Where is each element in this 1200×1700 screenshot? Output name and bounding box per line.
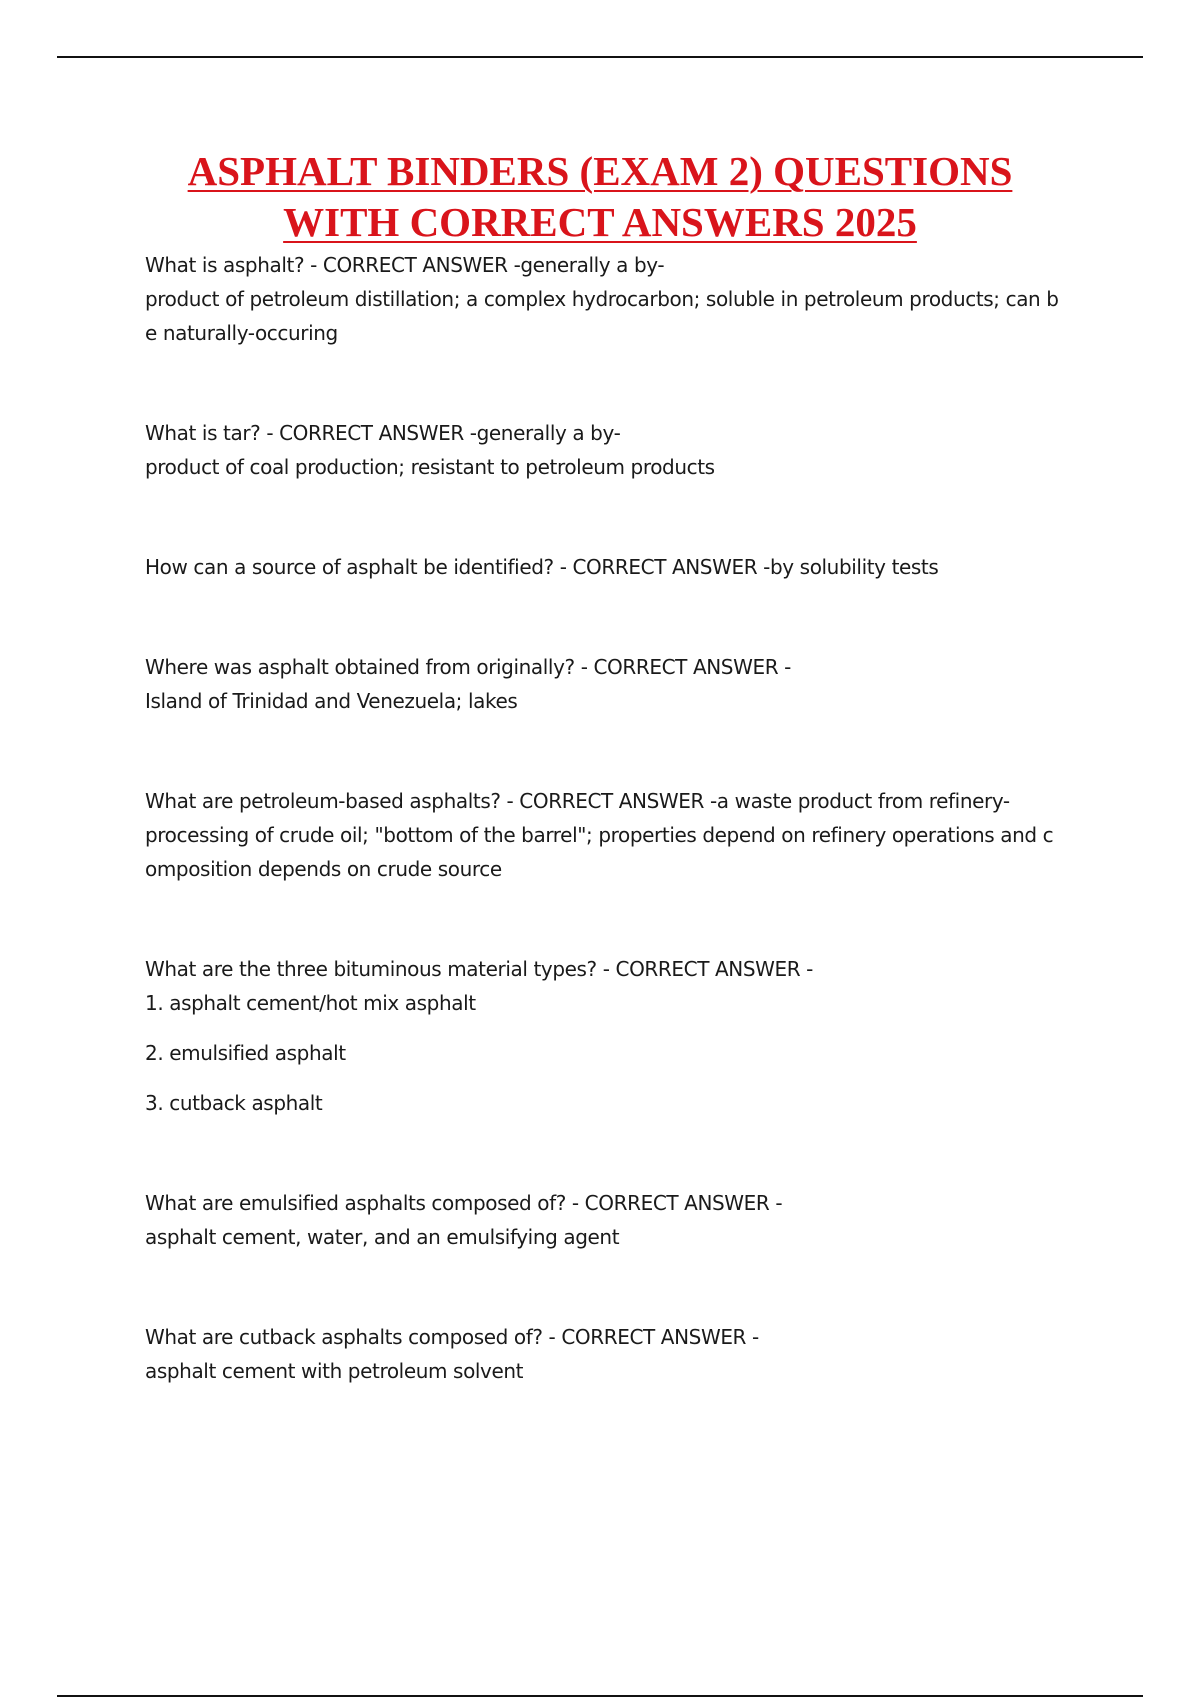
- qa-list-item: 3. cutback asphalt: [145, 1091, 323, 1115]
- top-rule: [57, 56, 1143, 58]
- qa-line: What are petroleum-based asphalts? - CORRECT ANSWER -a waste product from refinery-: [145, 789, 1010, 813]
- qa-item-emulsified: [145, 1186, 1095, 1254]
- qa-line: e naturally-occuring: [145, 321, 338, 345]
- qa-line: What are the three bituminous material types? - CORRECT ANSWER -: [145, 957, 814, 981]
- qa-item-tar: [145, 416, 1095, 484]
- qa-item-material-types: [145, 952, 1095, 1120]
- qa-line: product of coal production; resistant to petroleum products: [145, 455, 715, 479]
- qa-line: Where was asphalt obtained from originally? - CORRECT ANSWER -: [145, 655, 791, 679]
- qa-item-source-identification: [145, 550, 1095, 584]
- document-title: [60, 146, 1140, 248]
- bottom-rule: [57, 1695, 1143, 1697]
- title-line-2: WITH CORRECT ANSWERS 2025: [283, 199, 917, 245]
- qa-line: How can a source of asphalt be identified? - CORRECT ANSWER -by solubility tests: [145, 555, 939, 579]
- qa-item-origin: [145, 650, 1095, 718]
- qa-line: Island of Trinidad and Venezuela; lakes: [145, 689, 518, 713]
- qa-item-cutback: [145, 1320, 1095, 1388]
- qa-line: What are emulsified asphalts composed of? - CORRECT ANSWER -: [145, 1191, 783, 1215]
- title-line-1: ASPHALT BINDERS (EXAM 2) QUESTIONS: [187, 148, 1013, 194]
- qa-list-item: 2. emulsified asphalt: [145, 1041, 346, 1065]
- qa-line: What is tar? - CORRECT ANSWER -generally a by-: [145, 421, 621, 445]
- qa-line: What is asphalt? - CORRECT ANSWER -generally a by-: [145, 253, 665, 277]
- qa-line: processing of crude oil; "bottom of the barrel"; properties depend on refinery operations and c: [145, 823, 1054, 847]
- qa-line: product of petroleum distillation; a complex hydrocarbon; soluble in petroleum products; can b: [145, 287, 1059, 311]
- qa-line: asphalt cement with petroleum solvent: [145, 1359, 524, 1383]
- qa-list-item: 1. asphalt cement/hot mix asphalt: [145, 991, 476, 1015]
- qa-line: asphalt cement, water, and an emulsifying agent: [145, 1225, 620, 1249]
- qa-item-asphalt: [145, 248, 1095, 350]
- qa-line: omposition depends on crude source: [145, 857, 502, 881]
- qa-line: What are cutback asphalts composed of? - CORRECT ANSWER -: [145, 1325, 759, 1349]
- qa-item-petroleum-based: [145, 784, 1095, 886]
- qa-list: [145, 248, 1095, 1454]
